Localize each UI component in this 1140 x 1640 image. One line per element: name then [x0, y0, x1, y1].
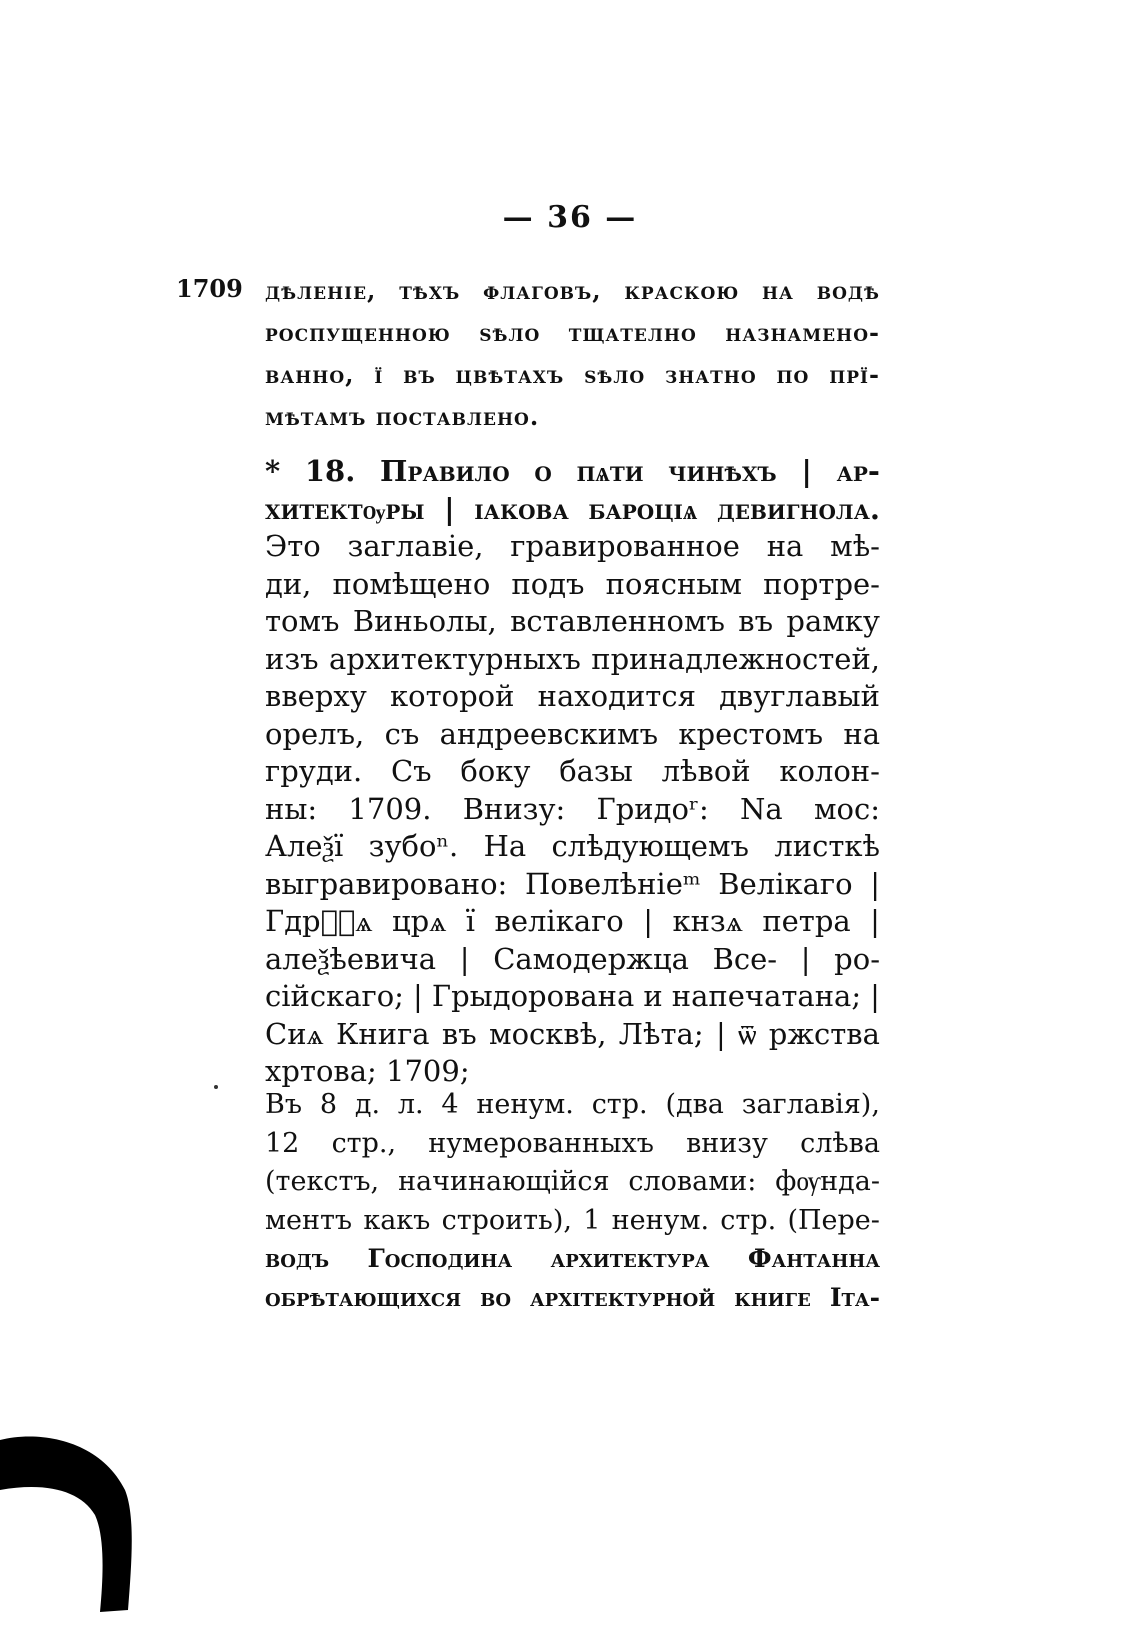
- text-line: (текстъ, начинающійся словами: фѹнда-: [265, 1166, 880, 1197]
- text-line: ментъ какъ строить), 1 ненум. стр. (Пере-: [265, 1204, 880, 1236]
- text-line: обрѣтающихся во архітектурной книге Іта-: [265, 1282, 880, 1312]
- ink-speck: [214, 1085, 218, 1089]
- text-line: томъ Виньолы, вставленномъ въ рамку: [265, 604, 880, 638]
- text-line: выгравировано: Повелѣніеᵐ Велікаго |: [265, 866, 880, 901]
- text-line: Сиѧ Книга въ москвѣ, Лѣта; | ѿ ржства: [265, 1016, 880, 1051]
- text-line: груди. Съ боку базы лѣвой колон-: [265, 754, 880, 788]
- text-line: ди, помѣщено подъ поясным портре-: [265, 566, 880, 601]
- text-line: алеѯѣевича | Самодержца Все- | ро-: [265, 941, 880, 976]
- entry-heading-line: * 18. Правило о пѧти чинѣхъ | ар-: [265, 454, 880, 488]
- text-line: водъ Господина архитектура Фантанна: [265, 1244, 880, 1273]
- text-line: Гдрⷭ҇ѧ црѧ ї велікаго | кнзѧ петра |: [265, 904, 880, 938]
- text-line: Алеѯї зубоⁿ. На слѣдующемъ листкѣ: [265, 829, 880, 863]
- text-line: ны: 1709. Внизу: Гридоʳ: Nа мос:: [265, 791, 880, 826]
- text-line: Въ 8 д. л. 4 ненум. стр. (два заглавія),: [265, 1089, 880, 1120]
- text-line: мѣтамъ поставлено.: [265, 402, 540, 431]
- text-line: роспущенною ѕѣло тщателно назнамено-: [265, 318, 880, 347]
- text-line: дѣленіе, тѣхъ флаговъ, краскою на водѣ: [265, 276, 880, 305]
- margin-year: 1709: [176, 274, 243, 303]
- page-number: — 36 —: [502, 200, 638, 235]
- text-line: ванно, ї въ цвѣтахъ ѕѣло знатно по прї-: [265, 360, 880, 389]
- text-line: Это заглавіе, гравированное на мѣ-: [265, 529, 880, 563]
- text-line: 12 стр., нумерованныхъ внизу слѣва: [265, 1127, 880, 1159]
- text-line: вверху которой находится двуглавый: [265, 679, 880, 713]
- text-line: сійскаго; | Грыдорованa и напечатана; |: [265, 979, 880, 1013]
- paragraph-3: [265, 1086, 880, 1317]
- paragraph-1: [265, 270, 880, 438]
- text-line: хртова; 1709;: [265, 1054, 470, 1088]
- binding-edge-mark: [0, 1420, 140, 1640]
- entry-heading-line: хитектѹры | ıакова бароціѧ девигнола.: [265, 491, 880, 526]
- text-line: орелъ, съ андреевскимъ крестомъ на: [265, 716, 880, 751]
- paragraph-2: [265, 453, 880, 1091]
- text-line: изъ архитектурныхъ принадлежностей,: [265, 641, 880, 676]
